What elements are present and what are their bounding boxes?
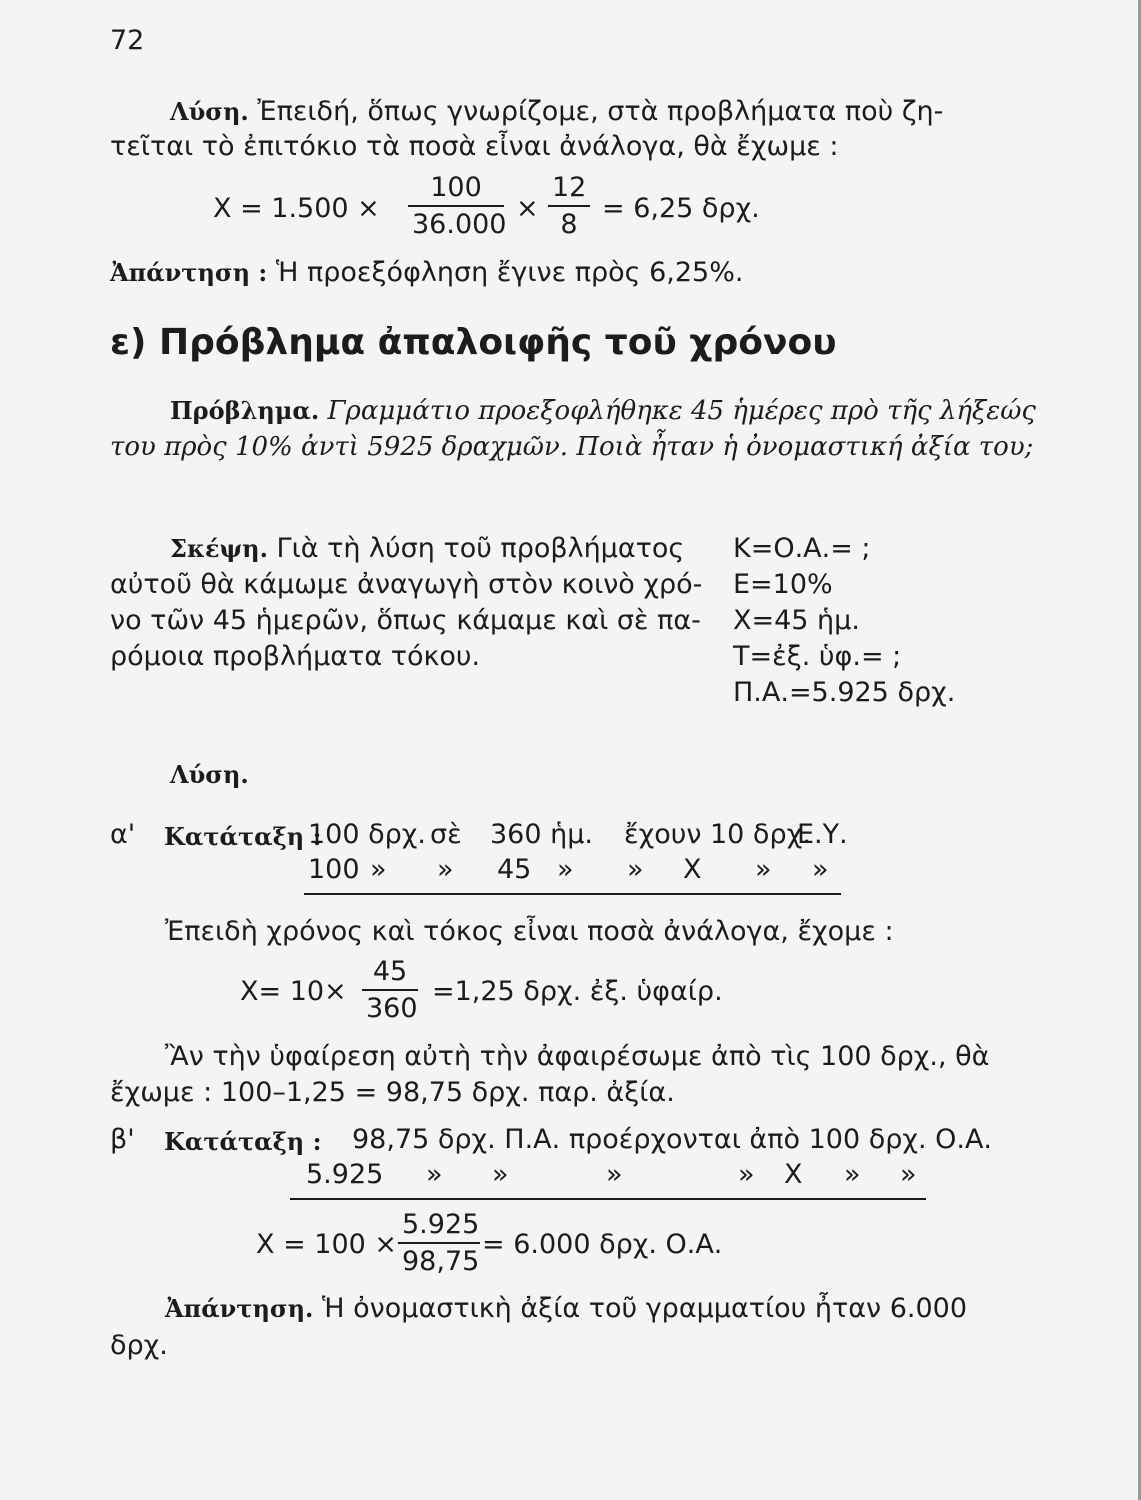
step-a-row1-rate: Ε.Υ. [797,819,848,850]
thought-line1 [170,532,684,566]
fraction-numerator: 5.925 [402,1209,480,1240]
solution1-text2: τεῖται τὸ ἐπιτόκιο τὰ ποσὰ εἶναι ἀνάλογα, θὰ ἔχωμε : [110,131,839,162]
given-capital: Κ=Ο.Α.= ; [733,533,871,564]
step-a-row1-days: 360 ἡμ. [490,819,593,850]
step-a-label: Κατάταξη : [164,822,322,851]
answer2-label: Ἀπάντηση. [165,1294,314,1323]
equation2-right: =1,25 δρχ. ἐξ. ὑφαίρ. [432,976,723,1007]
step-b-row2-ditto: » [606,1159,623,1190]
step-b-label: Κατάταξη : [164,1127,322,1156]
fraction-45-over-360 [362,957,418,1024]
answer1-text: Ἡ προεξόφληση ἔγινε πρὸς 6,25%. [275,257,744,288]
step-a-row1-interest: ἔχουν 10 δρχ. [624,819,811,850]
fraction-100-over-36000 [408,172,507,240]
problem-line1 [170,396,1036,426]
step-a-row2-ditto: » [557,854,574,885]
problem-text2: του πρὸς 10% ἀντὶ 5925 δραχμῶν. Ποιὰ ἦταν ἡ ὀνομαστική ἀξία του; [110,432,1034,462]
step-a-mark: α' [110,819,136,850]
fraction-12-over-8 [548,173,590,240]
answer1-label: Ἀπάντηση : [110,258,268,287]
step-b-row2-ditto: » [492,1159,509,1190]
thought-text4: ρόμοια προβλήματα τόκου. [110,641,481,672]
problem-text1: Γραμμάτιο προεξοφλήθηκε 45 ἡμέρες πρὸ τῆς λήξεώς [327,396,1036,426]
thought-text3: νο τῶν 45 ἡμερῶν, ὅπως κάμαμε καὶ σὲ πα- [110,605,701,636]
thought-text2: αὐτοῦ θὰ κάμωμε ἀναγωγὴ στὸν κοινὸ χρό- [110,569,703,600]
step-b-row2-unknown: Χ [784,1159,803,1190]
problem-label: Πρόβλημα. [170,396,320,425]
equation1-right: = 6,25 δρχ. [602,193,760,224]
step-b-row1: 98,75 δρχ. Π.Α. προέρχονται ἀπὸ 100 δρχ. Ο.Α. [352,1124,993,1155]
fraction-denominator: 360 [366,993,418,1024]
step-b-row2-ditto: » [900,1159,917,1190]
fraction-numerator: 12 [552,172,587,203]
thought-label: Σκέψη. [170,534,268,563]
step-a-row2-ditto: » [755,854,772,885]
fraction-denominator: 8 [560,209,578,240]
step-a-row2-ditto: » [370,854,387,885]
answer1 [110,256,743,290]
fraction-bar [408,205,504,207]
equation2-left: Χ= 10× [240,976,347,1007]
equation3-right: = 6.000 δρχ. Ο.Α. [482,1229,723,1260]
answer2-text1: Ἡ ὀνομαστικὴ ἀξία τοῦ γραμματίου ἦταν 6.000 [322,1293,968,1324]
answer2-text2: δρχ. [110,1330,168,1361]
fraction-bar [362,989,418,991]
answer2-line1 [165,1292,967,1326]
step-b-row2-ditto: » [738,1159,755,1190]
page-number: 72 [110,25,145,56]
step-a-divider [304,893,841,895]
step-a-row2-ditto: » [627,854,644,885]
subtraction-line1: Ἂν τὴν ὑφαίρεση αὐτὴ τὴν ἀφαιρέσωμε ἀπὸ τὶς 100 δρχ., θὰ [165,1041,990,1072]
step-a-row2-amount: 100 [308,854,360,885]
fraction-numerator: 100 [430,172,482,203]
step-a-row2-ditto: » [437,854,454,885]
times-sign: × [516,193,539,224]
equation1-left: X = 1.500 × [213,193,380,224]
step-b-row2-ditto: » [426,1159,443,1190]
fraction-denominator: 36.000 [412,209,507,240]
solution1-line1 [170,95,943,129]
step-a-row2-days: 45 [497,854,532,885]
step-a-row2-unknown: Χ [683,854,702,885]
section-title: ε) Πρόβλημα ἀπαλοιφῆς τοῦ χρόνου [110,322,837,363]
solution1-text1: Ἐπειδή, ὅπως γνωρίζομε, στὰ προβλήματα ποὺ ζη- [257,96,944,127]
reason-line: Ἐπειδὴ χρόνος καὶ τόκος εἶναι ποσὰ ἀνάλογα, ἔχομε : [165,916,894,947]
subtraction-line2: ἔχωμε : 100–1,25 = 98,75 δρχ. παρ. ἀξία. [110,1077,675,1108]
solution1-label: Λύση. [170,97,249,126]
step-a-row2-ditto: » [812,854,829,885]
solution2-label: Λύση. [170,760,249,789]
given-rate: Ε=10% [733,569,833,600]
fraction-denominator: 98,75 [402,1246,480,1277]
given-discount: Τ=ἐξ. ὑφ.= ; [733,641,902,672]
step-a-row1-in: σὲ [430,819,462,850]
thought-text1: Γιὰ τὴ λύση τοῦ προβλήματος [276,533,685,564]
fraction-numerator: 45 [372,956,408,987]
step-a-row1-amount: 100 δρχ. [308,819,426,850]
fraction-bar [398,1242,480,1244]
equation3-left: Χ = 100 × [256,1229,398,1260]
step-b-divider [290,1198,926,1200]
step-b-row2-ditto: » [844,1159,861,1190]
given-present-value: Π.Α.=5.925 δρχ. [733,677,956,708]
step-b-mark: β' [110,1124,135,1155]
fraction-bar [548,205,590,207]
given-time: Χ=45 ἡμ. [733,605,860,636]
fraction-5925-over-9875 [398,1210,480,1277]
step-b-row2-amount: 5.925 [306,1159,384,1190]
